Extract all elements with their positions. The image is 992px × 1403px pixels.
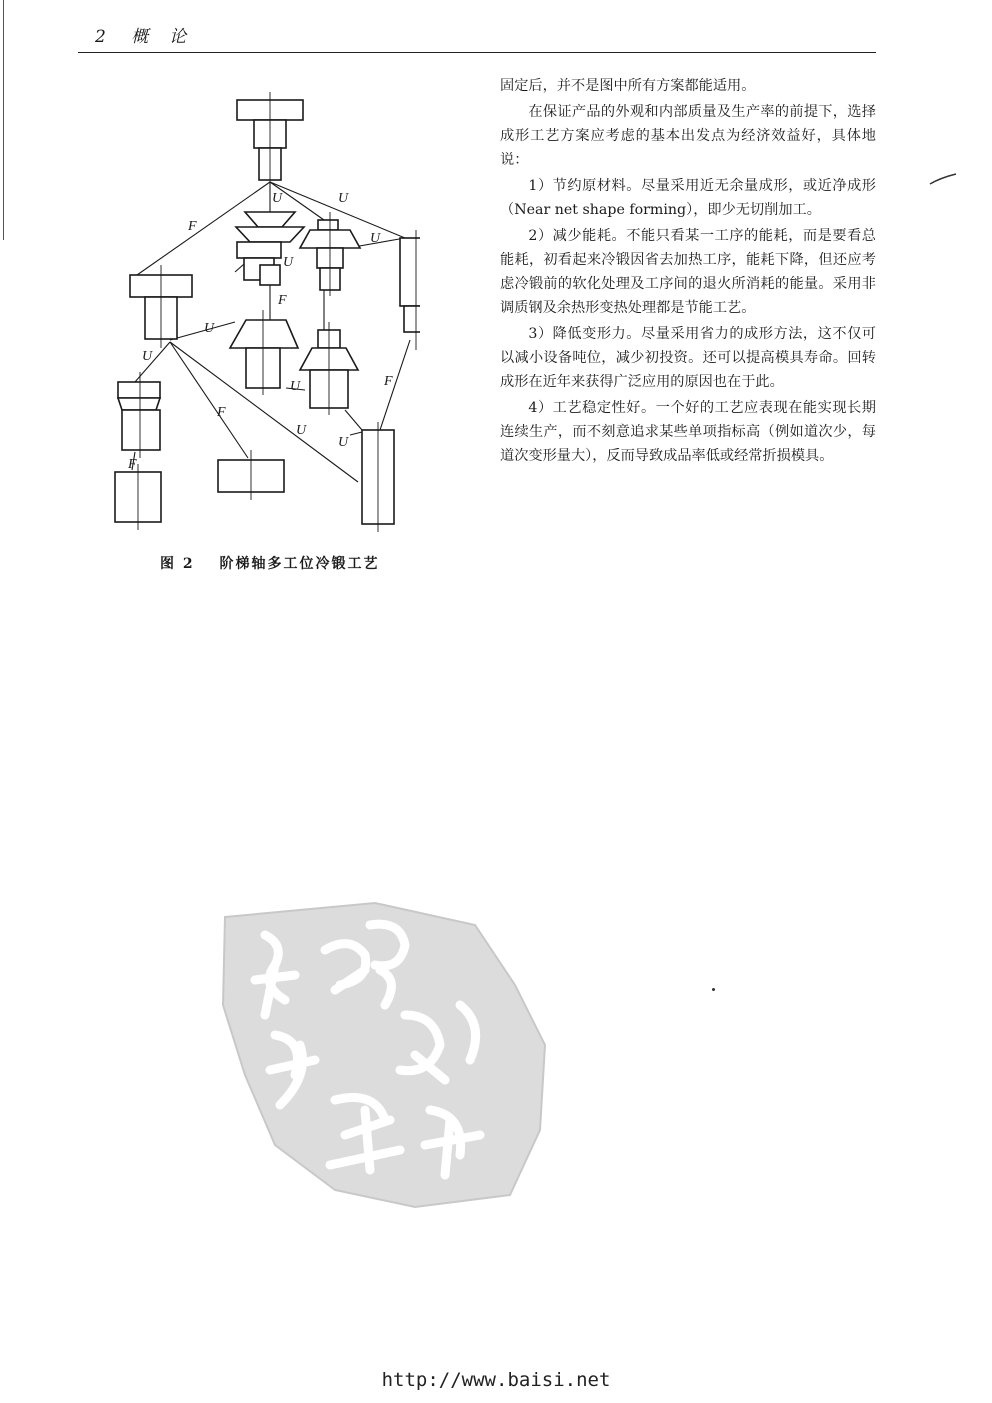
watermark-seal [215, 895, 555, 1215]
part-cone-head-a [224, 212, 304, 285]
edge-label: U [370, 231, 381, 246]
edge-label: U [272, 191, 283, 206]
part-long-bar-bottom-right [362, 422, 394, 532]
page-number: 2 [95, 27, 108, 47]
paragraph-intro: 在保证产品的外观和内部质量及生产率的前提下，选择成形工艺方案应考虑的基本出发点为经济效益好，具体地说： [500, 104, 876, 168]
cold-forging-process-figure [100, 90, 420, 535]
figure-caption [160, 553, 380, 573]
scan-stroke-mark [928, 172, 958, 188]
edge-label: U [204, 321, 215, 336]
figure-title: 阶梯轴多工位冷锻工艺 [219, 556, 380, 572]
paragraph-continuation: 固定后，并不是图中所有方案都能适用。 [500, 78, 756, 94]
section-title: 概 论 [131, 27, 189, 47]
footer-url: http://www.baisi.net [381, 1369, 611, 1391]
scan-speck [712, 988, 715, 991]
edge-label: U [338, 435, 349, 450]
running-header [95, 22, 188, 47]
scan-margin-line [3, 0, 4, 240]
edge-label: F [128, 457, 137, 472]
part-headed-blank-lower [118, 372, 160, 458]
part-cone-shaft-right [300, 322, 358, 415]
part-long-bar-right [400, 230, 420, 350]
edge-label: F [384, 374, 393, 389]
part-headed-shaft-top [237, 92, 303, 186]
edge-label: U [142, 349, 153, 364]
edge-label: F [217, 405, 226, 420]
part-frustum-middle [230, 310, 298, 395]
edge-label: U [290, 379, 301, 394]
part-cone-head-b [300, 212, 360, 296]
paragraph-point-2: 2）减少能耗。不能只看某一工序的能耗，而是要看总能耗，初看起来冷锻因省去加热工序，能耗下降，但还应考虑冷锻前的软化处理及工序间的退火所消耗的能量。采用非调质钢及余热形变热处理都是节能工艺。 [500, 228, 876, 316]
part-headed-blank-left [130, 265, 192, 348]
edge-label: U [283, 255, 294, 270]
edge-label: F [278, 293, 287, 308]
body-text-column [500, 74, 876, 470]
paragraph-point-3: 3）降低变形力。尽量采用省力的成形方法，这不仅可以减小设备吨位，减少初投资。还可以提高模具寿命。回转成形在近年来获得广泛应用的原因也在于此。 [500, 326, 876, 390]
figure-number: 图 2 [160, 556, 195, 572]
part-short-cylinder-bottom-left [115, 464, 161, 530]
edge-label: U [296, 423, 307, 438]
paragraph-point-1: 1）节约原材料。尽量采用近无余量成形，或近净成形（Near net shape forming），即少无切削加工。 [500, 178, 876, 218]
part-flat-disk [218, 450, 284, 500]
edge-label: F [188, 219, 197, 234]
edge-label: U [338, 191, 349, 206]
header-rule [78, 52, 876, 53]
paragraph-point-4: 4）工艺稳定性好。一个好的工艺应表现在能实现长期连续生产，而不刻意追求某些单项指标高（例如道次少，每道次变形量大），反而导致成品率低或经常折损模具。 [500, 400, 876, 464]
